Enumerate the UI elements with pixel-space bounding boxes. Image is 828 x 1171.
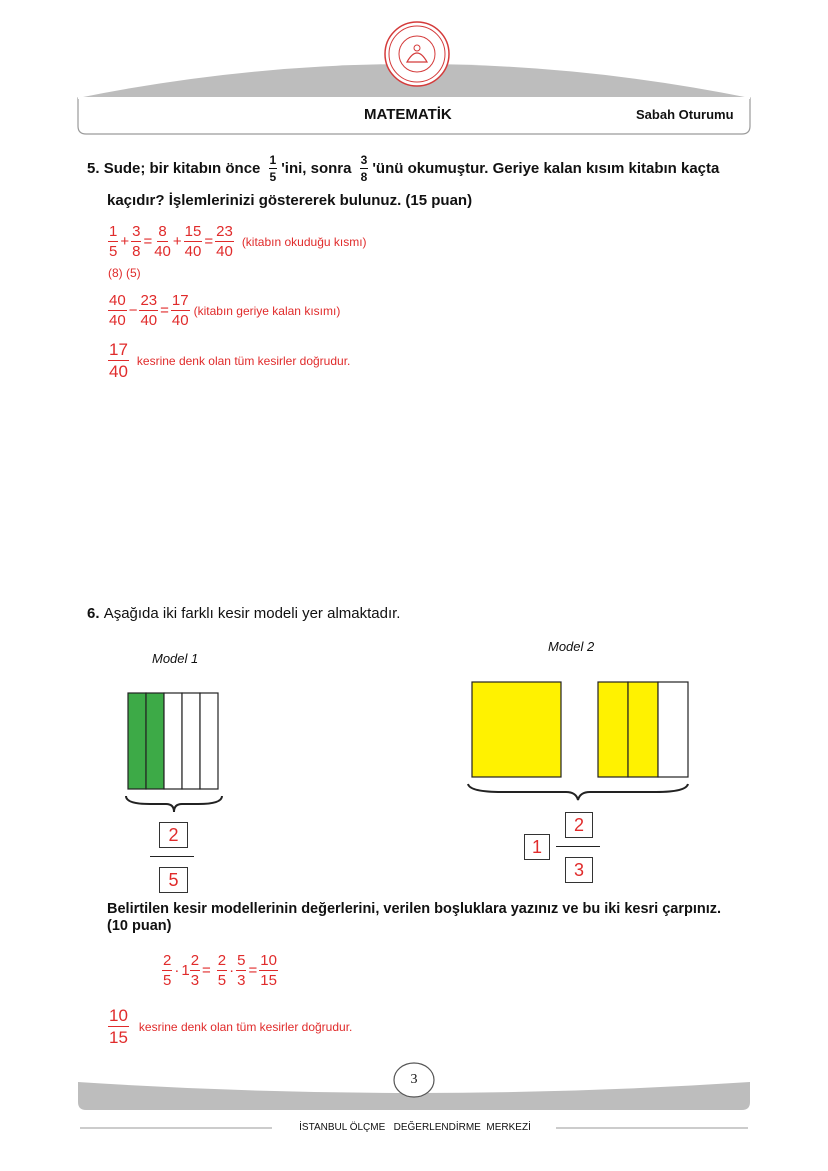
frac: $\frac{10}{15}$ (260, 952, 277, 989)
frac: $\frac{2}{5}$ (163, 952, 172, 989)
frac: $\frac{3}{8}$ (132, 223, 141, 260)
frac: $\frac{1}{5}$ (109, 223, 118, 260)
mixed-whole: 1 (181, 962, 190, 979)
frac: $\frac{17}{40}$ (109, 340, 128, 381)
q5-note-3: kesrine denk olan tüm kesirler doğrudur. (136, 353, 351, 368)
q5-expansion: (8) (5) (108, 266, 141, 280)
frac: $\frac{23}{40}$ (140, 292, 158, 329)
frac: $\frac{23}{40}$ (216, 223, 233, 260)
frac: $\frac{17}{40}$ (171, 292, 189, 329)
q5-answer-line3 (108, 341, 350, 380)
q5-note-1: (kitabın okuduğu kısmı) (241, 234, 367, 249)
page-number: 3 (410, 1072, 418, 1087)
q5-text-b: 'ini, sonra (281, 160, 352, 177)
model2-fraction-bar (556, 846, 600, 847)
model1-figure (120, 688, 230, 814)
q5-text-a: Sude; bir kitabın önce (103, 160, 261, 177)
q6-instruction-1: Belirtilen kesir modellerinin değerlerini, verilen boşluklara yazınız ve bu iki kesri çarpınız. (107, 901, 722, 917)
q5-number: 5. (87, 160, 100, 177)
model1-label: Model 1 (152, 651, 199, 666)
model1-fraction-bar (150, 856, 194, 857)
q6-number: 6. (87, 605, 100, 622)
q5-line1 (87, 154, 719, 183)
q6-line1 (87, 605, 400, 622)
q5-answer-line1: $\frac{1}{5}$ + $\frac{3}{8}$ = $\frac{8}{40}$ + $\frac{15}{40}$ = $\frac{23}{40}$ (kitabın okuduğu kısmı) (109, 223, 367, 260)
frac: $\frac{8}{40}$ (154, 223, 171, 260)
frac: $\frac{40}{40}$ (109, 292, 126, 329)
model2-figure (462, 676, 698, 810)
q5-answer-line2: $\frac{40}{40}$ − $\frac{23}{40}$ = $\frac{17}{40}$ (kitabın geriye kalan kısımı) (109, 292, 341, 329)
frac: $\frac{15}{40}$ (184, 223, 202, 260)
footer-org: İSTANBUL ÖLÇME DEĞERLENDİRME MERKEZİ (299, 1122, 531, 1133)
q6-answer-line: $\frac{2}{5}$ · 1 $\frac{2}{3}$ = $\frac{2}{5}$ · $\frac{5}{3}$ = $\frac{10}{15}$ (163, 952, 277, 989)
model2-numerator-box: 2 (565, 812, 593, 838)
q5-text-c: 'ünü okumuştur. Geriye kalan kısım kitabın kaçta (372, 160, 720, 177)
q5-line2: kaçıdır? İşlemlerinizi göstererek bulunuz. (15 puan) (107, 192, 473, 209)
frac: $\frac{5}{3}$ (237, 952, 246, 989)
q5-note-2: (kitabın geriye kalan kısımı) (193, 303, 341, 318)
q5-fraction-1: $\frac{1}{5}$ (269, 153, 277, 184)
q6-text: Aşağıda iki farklı kesir modeli yer almaktadır. (103, 605, 401, 622)
q6-instruction-2: (10 puan) (107, 918, 172, 934)
model1-numerator-box: 2 (159, 822, 188, 848)
session-label: Sabah Oturumu (636, 107, 734, 122)
subject-title: MATEMATİK (364, 106, 452, 123)
frac: $\frac{2}{3}$ (190, 952, 200, 989)
q5-fraction-2: $\frac{3}{8}$ (360, 153, 368, 184)
model2-whole-box: 1 (524, 834, 550, 860)
q6-note: kesrine denk olan tüm kesirler doğrudur. (138, 1019, 353, 1034)
frac: $\frac{10}{15}$ (109, 1006, 128, 1047)
q6-final-line (108, 1007, 352, 1046)
model2-label: Model 2 (548, 639, 595, 654)
ministry-seal (385, 22, 449, 86)
frac: $\frac{2}{5}$ (217, 952, 227, 989)
model1-denominator-box: 5 (159, 867, 188, 893)
model2-denominator-box: 3 (565, 857, 593, 883)
